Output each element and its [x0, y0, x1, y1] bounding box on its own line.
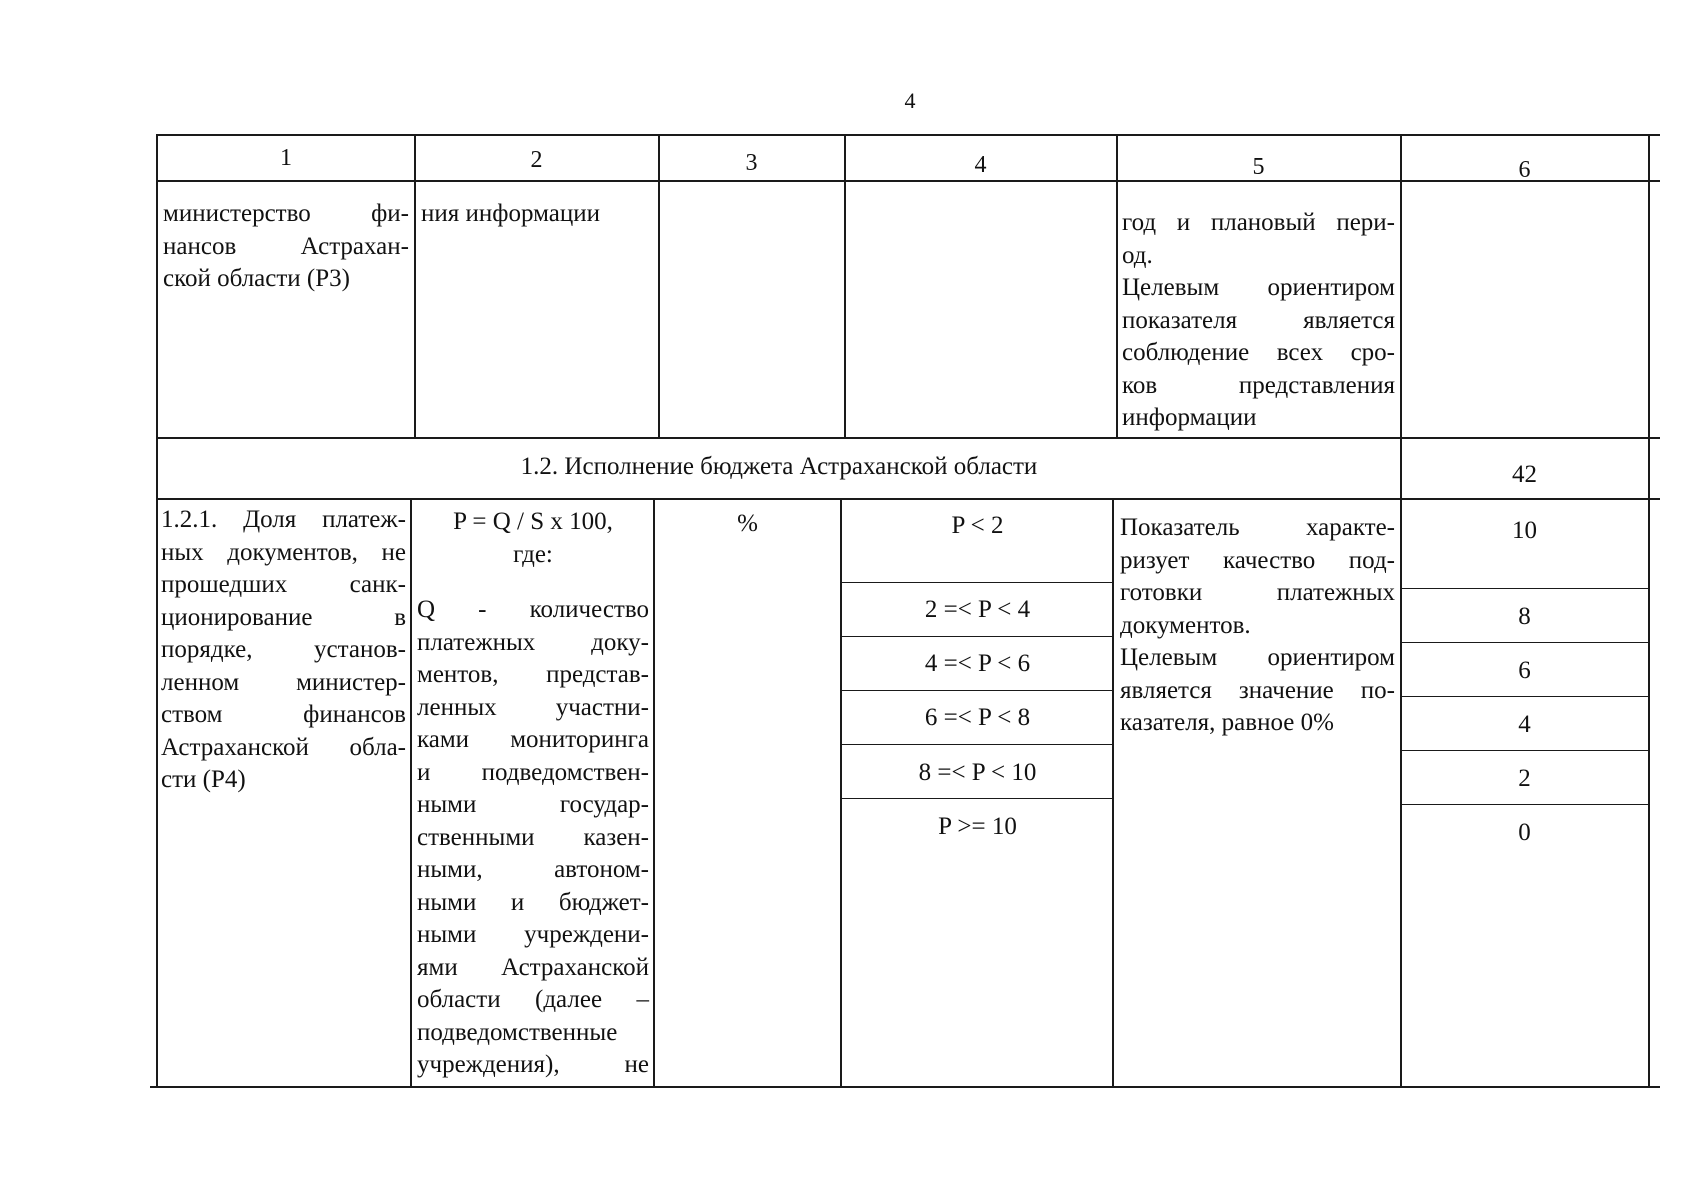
- formula-description: Q - количество платежных доку- ментов, представ- ленных участни- ками мониторинга и подведомствен- ными государ- ственными казен- ными, автоном- ными и бюджет- ными учреждени- ями Астраханской области (далее – подведомственные учреждения), не: [417, 596, 649, 1078]
- score-value: 6: [1518, 657, 1531, 684]
- col-divider-2-3-lower: [653, 498, 655, 1087]
- table-border-top: [158, 134, 1660, 136]
- score-divider: [1400, 804, 1650, 805]
- indicator-unit: %: [737, 510, 758, 537]
- score-divider: [1400, 642, 1650, 643]
- condition-value: P < 2: [951, 512, 1004, 539]
- score-value: 0: [1518, 819, 1531, 846]
- score-value: 4: [1518, 711, 1531, 738]
- continuation-col2: ния информации: [421, 200, 600, 227]
- score-divider: [1400, 750, 1650, 751]
- score-value: 2: [1518, 765, 1531, 792]
- section-row-divider: [156, 498, 1660, 500]
- col-divider-4-5-lower: [1112, 498, 1114, 1087]
- section-title: 1.2. Исполнение бюджета Астраханской области: [520, 453, 1038, 480]
- score-value: 8: [1518, 603, 1531, 630]
- condition-divider: [840, 582, 1114, 583]
- condition-divider: [840, 690, 1114, 691]
- col-divider-1-2: [414, 134, 416, 438]
- column-header-1: 1: [280, 145, 292, 171]
- condition-value: P >= 10: [938, 813, 1017, 840]
- score-divider: [1400, 588, 1650, 589]
- condition-divider: [840, 744, 1114, 745]
- section-score: 42: [1512, 461, 1537, 488]
- table-border-bottom: [150, 1086, 1660, 1088]
- condition-value: 4 =< P < 6: [924, 650, 1031, 677]
- condition-value: 6 =< P < 8: [924, 704, 1031, 731]
- condition-divider: [840, 636, 1114, 637]
- indicator-description: Показатель характе- ризует качество под- готовки платежных документов. Целевым ориентиром является значение по- казателя, равное 0%: [1120, 514, 1395, 736]
- formula-line: P = Q / S x 100,: [453, 508, 613, 535]
- condition-value: 2 =< P < 4: [924, 596, 1031, 623]
- indicator-formula: [415, 506, 651, 571]
- column-header-5: 5: [1252, 154, 1265, 180]
- col-divider-2-3: [658, 134, 660, 438]
- column-header-2: 2: [530, 147, 543, 173]
- table-border-left: [156, 134, 158, 1087]
- indicator-name: 1.2.1. Доля платеж- ных документов, не прошедших санк- ционирование в порядке, установ- ленном министер- ством финансов Астраханской обла- сти (Р4): [161, 506, 406, 793]
- condition-divider: [840, 798, 1114, 799]
- score-value: 10: [1512, 517, 1537, 544]
- condition-value: 8 =< P < 10: [918, 759, 1037, 786]
- continuation-col1: министерство фи- нансов Астрахан- ской области (Р3): [163, 200, 409, 292]
- page-number: 4: [904, 88, 916, 113]
- continuation-row-divider: [156, 437, 1660, 439]
- table-border-right: [1648, 134, 1650, 1087]
- column-header-3: 3: [745, 150, 758, 176]
- col-divider-3-4-lower: [840, 498, 842, 1087]
- column-header-4: 4: [974, 152, 987, 178]
- col-divider-1-2-lower: [410, 498, 412, 1087]
- formula-where: где:: [513, 540, 553, 568]
- score-divider: [1400, 696, 1650, 697]
- col-divider-3-4: [844, 134, 846, 438]
- column-header-6: 6: [1518, 157, 1531, 183]
- continuation-col5: год и плановый пери- од. Целевым ориентиром показателя является соблюдение всех сро- ков представления информации: [1122, 209, 1395, 431]
